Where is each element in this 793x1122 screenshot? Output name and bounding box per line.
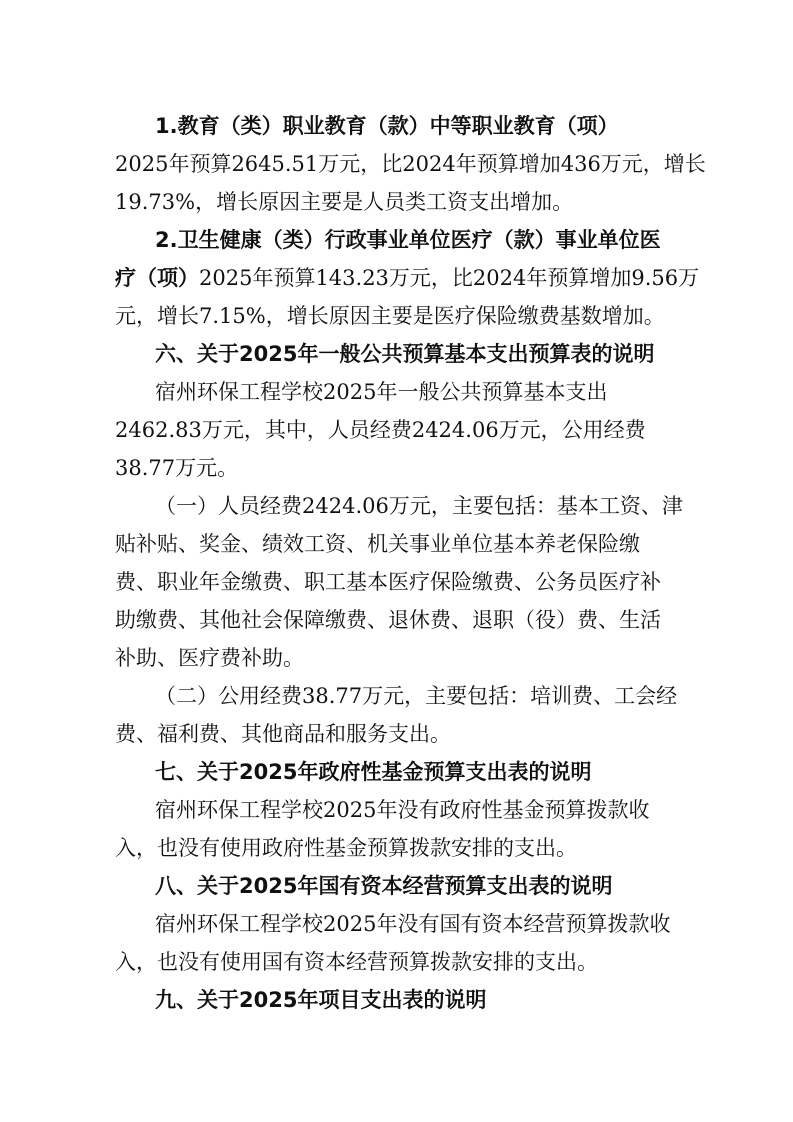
section8-heading: 八、关于2025年国有资本经营预算支出表的说明 — [155, 874, 613, 898]
section6-heading: 六、关于2025年一般公共预算基本支出预算表的说明 — [155, 342, 655, 366]
item2-heading: 2.卫生健康（类）行政事业单位医疗（款）事业单位医 — [155, 228, 661, 252]
item1-text-line: 2025年预算2645.51万元，比2024年预算增加436万元，增长 — [115, 152, 706, 176]
section7-para-line: 宿州环保工程学校2025年没有政府性基金预算拨款收 — [155, 798, 650, 822]
section6-para-line: 补助、医疗费补助。 — [115, 646, 304, 670]
item1-text-line: 19.73%，增长原因主要是人员类工资支出增加。 — [115, 190, 574, 214]
section6-para-line: 费、职业年金缴费、职工基本医疗保险缴费、公务员医疗补 — [115, 570, 661, 594]
section6-para-line: 助缴费、其他社会保障缴费、退休费、退职（役）费、生活 — [115, 608, 661, 632]
section6-para-line: （二）公用经费38.77万元，主要包括：培训费、工会经 — [155, 684, 678, 708]
section6-para-line: 贴补贴、奖金、绩效工资、机关事业单位基本养老保险缴 — [115, 532, 640, 556]
section6-para-line: （一）人员经费2424.06万元，主要包括：基本工资、津 — [155, 494, 683, 518]
section7-para-line: 入，也没有使用政府性基金预算拨款安排的支出。 — [115, 836, 577, 860]
item2-text-line — [115, 260, 699, 296]
section6-para-line: 宿州环保工程学校2025年一般公共预算基本支出 — [155, 380, 608, 404]
item1-heading: 1.教育（类）职业教育（款）中等职业教育（项） — [155, 114, 619, 138]
section8-para-line: 入，也没有使用国有资本经营预算拨款安排的支出。 — [115, 950, 598, 974]
item2-text-line: 元，增长7.15%，增长原因主要是医疗保险缴费基数增加。 — [115, 304, 665, 328]
section9-heading: 九、关于2025年项目支出表的说明 — [155, 988, 487, 1012]
section6-para-line: 2462.83万元，其中，人员经费2424.06万元，公用经费 — [115, 418, 646, 442]
section6-para-line: 38.77万元。 — [115, 456, 239, 480]
item2-heading-tail: 疗（项） — [115, 266, 199, 290]
section7-heading: 七、关于2025年政府性基金预算支出表的说明 — [155, 760, 592, 784]
section8-para-line: 宿州环保工程学校2025年没有国有资本经营预算拨款收 — [155, 912, 671, 936]
section6-para-line: 费、福利费、其他商品和服务支出。 — [115, 722, 451, 746]
item2-text: 2025年预算143.23万元，比2024年预算增加9.56万 — [199, 266, 700, 290]
